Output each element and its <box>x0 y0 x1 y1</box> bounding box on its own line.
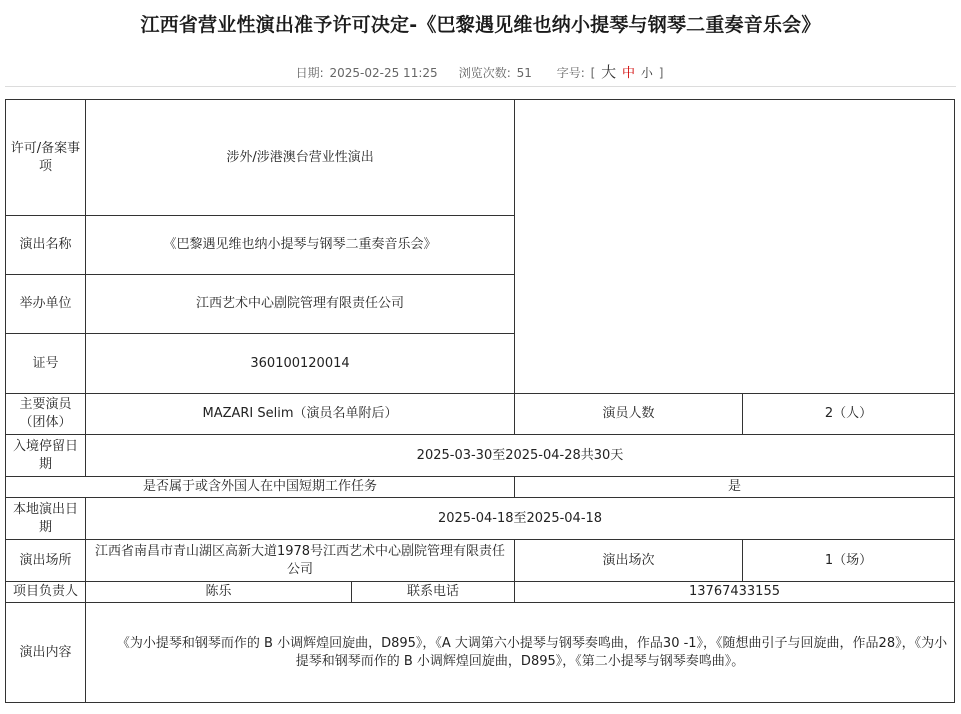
sessions-label: 演出场次 <box>515 540 743 582</box>
table-row <box>6 394 955 435</box>
performer-label: 主要演员（团体） <box>6 394 86 435</box>
manager-value: 陈乐 <box>86 582 352 603</box>
table-row <box>6 100 955 216</box>
article-meta <box>0 61 961 82</box>
permit-value: 涉外/涉港澳台营业性演出 <box>86 100 515 216</box>
views-label: 浏览次数: <box>458 66 511 80</box>
performer-count-label: 演员人数 <box>515 394 743 435</box>
views-value: 51 <box>516 66 532 80</box>
page-title: 江西省营业性演出准予许可决定-《巴黎遇见维也纳小提琴与钢琴二重奏音乐会》 <box>140 14 821 36</box>
entry-value: 2025-03-30至2025-04-28共30天 <box>86 435 955 477</box>
content-value: 《为小提琴和钢琴而作的 B 小调辉煌回旋曲，D895》，《A 大调第六小提琴与钢琴奏鸣曲，作品30 -1》，《随想曲引子与回旋曲，作品28》，《为小提琴和钢琴而作的 B 小调辉煌回旋曲，D895》，《第二小提琴与钢琴奏鸣曲》。 <box>86 603 955 703</box>
blank-cell <box>515 100 955 394</box>
table-row <box>6 498 955 540</box>
performer-count-value: 2（人） <box>743 394 955 435</box>
date-value: 2025-02-25 11:25 <box>329 66 438 80</box>
table-row <box>6 477 955 498</box>
phone-value: 13767433155 <box>515 582 955 603</box>
show-name-value: 《巴黎遇见维也纳小提琴与钢琴二重奏音乐会》 <box>86 216 515 275</box>
cert-label: 证号 <box>6 334 86 394</box>
foreign-work-value: 是 <box>515 477 955 498</box>
cert-value: 360100120014 <box>86 334 515 394</box>
bracket-open: [ <box>590 66 596 80</box>
font-size-medium-button[interactable]: 中 <box>622 66 636 81</box>
table-row <box>6 603 955 703</box>
bracket-close: ] <box>658 66 664 80</box>
local-date-value: 2025-04-18至2025-04-18 <box>86 498 955 540</box>
performer-value: MAZARI Selim（演员名单附后） <box>86 394 515 435</box>
permit-table <box>5 99 955 703</box>
entry-label: 入境停留日期 <box>6 435 86 477</box>
foreign-work-label: 是否属于或含外国人在中国短期工作任务 <box>6 477 515 498</box>
venue-label: 演出场所 <box>6 540 86 582</box>
table-row <box>6 540 955 582</box>
font-size-small-button[interactable]: 小 <box>640 66 653 80</box>
sessions-value: 1（场） <box>743 540 955 582</box>
phone-label: 联系电话 <box>352 582 515 603</box>
divider <box>5 86 956 87</box>
font-size-label: 字号: <box>556 66 585 80</box>
organizer-label: 举办单位 <box>6 275 86 334</box>
organizer-value: 江西艺术中心剧院管理有限责任公司 <box>86 275 515 334</box>
date-label: 日期: <box>295 66 324 80</box>
table-row <box>6 435 955 477</box>
table-row <box>6 582 955 603</box>
permit-label: 许可/备案事项 <box>6 100 86 216</box>
content-label: 演出内容 <box>6 603 86 703</box>
manager-label: 项目负责人 <box>6 582 86 603</box>
local-date-label: 本地演出日期 <box>6 498 86 540</box>
font-size-large-button[interactable]: 大 <box>601 63 617 81</box>
show-name-label: 演出名称 <box>6 216 86 275</box>
venue-value: 江西省南昌市青山湖区高新大道1978号江西艺术中心剧院管理有限责任公司 <box>86 540 515 582</box>
